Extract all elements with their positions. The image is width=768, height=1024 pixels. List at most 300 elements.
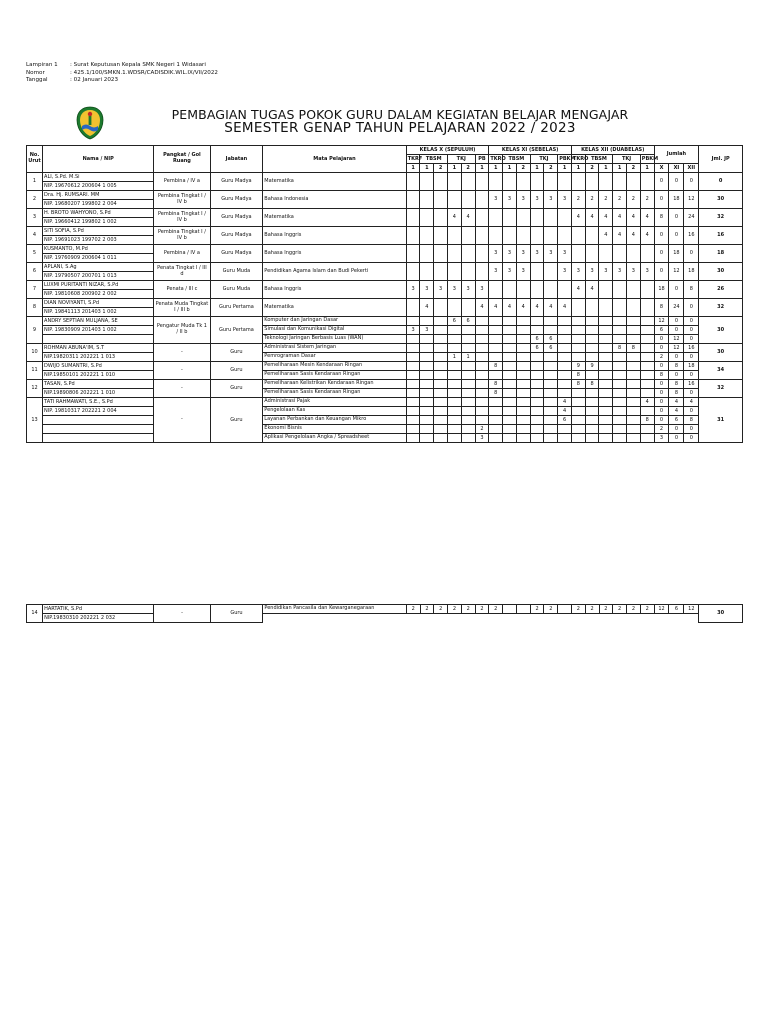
row-number: 12 bbox=[27, 380, 43, 398]
header-class-number: 2 bbox=[516, 164, 530, 173]
header-jumlah-level: X bbox=[654, 164, 669, 173]
header-class-number: 2 bbox=[434, 164, 448, 173]
subject-name: Matematika bbox=[263, 173, 406, 191]
class-hours bbox=[447, 425, 461, 434]
subject-name: Pendidikan Agama Islam dan Budi Pekerti bbox=[263, 263, 406, 281]
class-hours bbox=[544, 416, 558, 425]
jumlah-hours: 0 bbox=[654, 398, 669, 407]
header-program-tbsm: TBSM bbox=[585, 155, 613, 164]
class-hours bbox=[447, 299, 461, 317]
jumlah-hours: 0 bbox=[684, 173, 699, 191]
teacher-rank: Pembina / IV a bbox=[154, 173, 210, 191]
class-hours: 8 bbox=[571, 371, 585, 380]
header-class-number: 2 bbox=[585, 164, 599, 173]
class-hours bbox=[530, 389, 544, 398]
class-hours bbox=[503, 407, 517, 416]
class-hours bbox=[530, 416, 544, 425]
class-hours: 4 bbox=[503, 299, 517, 317]
table-row bbox=[27, 353, 743, 362]
class-hours bbox=[420, 425, 434, 434]
class-hours bbox=[434, 353, 448, 362]
teacher-assignment-table bbox=[26, 145, 743, 443]
class-hours bbox=[406, 380, 420, 389]
class-hours: 4 bbox=[558, 398, 572, 407]
jumlah-hours: 0 bbox=[654, 227, 669, 245]
class-hours: 6 bbox=[544, 344, 558, 353]
class-hours bbox=[627, 425, 641, 434]
jumlah-hours: 24 bbox=[684, 209, 699, 227]
teacher-name: H. BROTO WAHYONO, S.Pd bbox=[43, 209, 154, 218]
teacher-position: Guru bbox=[210, 362, 263, 380]
class-hours bbox=[447, 191, 461, 209]
jumlah-hours: 0 bbox=[669, 353, 684, 362]
teacher-position: Guru Pertama bbox=[210, 299, 263, 317]
table-row bbox=[27, 425, 743, 434]
class-hours bbox=[544, 380, 558, 389]
class-hours bbox=[516, 425, 530, 434]
subject-name: Bahasa Indonesia bbox=[263, 191, 406, 209]
class-hours bbox=[558, 425, 572, 434]
teacher-nip: NIP.19850101 202221 1 010 bbox=[43, 371, 154, 380]
class-hours bbox=[544, 173, 558, 191]
teacher-nip: NIP. 19670612 200604 1 005 bbox=[43, 182, 154, 191]
jumlah-hours: 0 bbox=[654, 191, 669, 209]
jumlah-hours: 0 bbox=[654, 263, 669, 281]
class-hours bbox=[585, 398, 599, 407]
teacher-name: ROHMAN ABUNA'IM, S.T bbox=[43, 344, 154, 353]
teacher-position: Guru bbox=[210, 398, 263, 443]
table-row bbox=[27, 362, 743, 371]
class-hours bbox=[613, 380, 627, 389]
class-hours: 3 bbox=[530, 191, 544, 209]
total-jp: 26 bbox=[699, 281, 743, 299]
subject-name: Ekonomi Bisnis bbox=[263, 425, 406, 434]
class-hours bbox=[434, 335, 448, 344]
class-hours bbox=[516, 335, 530, 344]
row-number: 8 bbox=[27, 299, 43, 317]
class-hours bbox=[420, 317, 434, 326]
class-hours bbox=[599, 245, 613, 263]
class-hours: 2 bbox=[599, 191, 613, 209]
teacher-nip: NIP.19890806 202221 1 010 bbox=[43, 389, 154, 398]
total-jp: 34 bbox=[699, 362, 743, 380]
class-hours bbox=[571, 353, 585, 362]
class-hours bbox=[571, 398, 585, 407]
class-hours: 3 bbox=[516, 191, 530, 209]
header-jumlah-level: XI bbox=[669, 164, 684, 173]
teacher-rank: - bbox=[154, 605, 210, 623]
subject-name: Pemeliharaan Kelistrikan Kendaraan Ringan bbox=[263, 380, 406, 389]
class-hours bbox=[640, 173, 654, 191]
class-hours bbox=[640, 389, 654, 398]
class-hours: 8 bbox=[613, 344, 627, 353]
class-hours bbox=[406, 191, 420, 209]
class-hours bbox=[447, 407, 461, 416]
class-hours bbox=[516, 344, 530, 353]
class-hours bbox=[544, 389, 558, 398]
total-jp: 18 bbox=[699, 245, 743, 263]
class-hours bbox=[475, 380, 489, 389]
table-row bbox=[27, 434, 743, 443]
teacher-blank bbox=[43, 425, 154, 434]
class-hours: 2 bbox=[627, 191, 641, 209]
teacher-name: APLANI, S.Ag bbox=[43, 263, 154, 272]
class-hours bbox=[503, 362, 517, 371]
class-hours bbox=[599, 425, 613, 434]
class-hours bbox=[516, 416, 530, 425]
class-hours: 2 bbox=[640, 605, 654, 614]
class-hours bbox=[447, 344, 461, 353]
class-hours bbox=[461, 371, 475, 380]
class-hours: 4 bbox=[627, 209, 641, 227]
class-hours bbox=[599, 389, 613, 398]
class-hours bbox=[571, 425, 585, 434]
subject-name: Pengelolaan Kas bbox=[263, 407, 406, 416]
teacher-blank bbox=[43, 335, 154, 344]
class-hours bbox=[613, 389, 627, 398]
table-row bbox=[27, 605, 743, 614]
table-row bbox=[27, 398, 743, 407]
teacher-name: KUSMANTO, M.Pd bbox=[43, 245, 154, 254]
class-hours bbox=[461, 227, 475, 245]
class-hours: 3 bbox=[627, 263, 641, 281]
teacher-nip: NIP. 19810317 202221 2 004 bbox=[43, 407, 154, 416]
table-row bbox=[27, 614, 743, 623]
class-hours bbox=[627, 389, 641, 398]
header-class-number: 1 bbox=[613, 164, 627, 173]
class-hours: 3 bbox=[503, 263, 517, 281]
jumlah-hours: 0 bbox=[684, 407, 699, 416]
class-hours bbox=[461, 299, 475, 317]
header-program-pbkm: PBKM bbox=[641, 155, 659, 162]
class-hours bbox=[585, 425, 599, 434]
class-hours bbox=[613, 326, 627, 335]
class-hours bbox=[571, 344, 585, 353]
header-row bbox=[27, 146, 743, 155]
class-hours: 3 bbox=[558, 191, 572, 209]
class-hours bbox=[406, 425, 420, 434]
class-hours bbox=[585, 353, 599, 362]
class-hours: 8 bbox=[585, 380, 599, 389]
class-hours bbox=[516, 317, 530, 326]
teacher-rank: - bbox=[154, 344, 210, 362]
teacher-nip: NIP. 19810608 200902 2 002 bbox=[43, 290, 154, 299]
row-number: 14 bbox=[27, 605, 43, 623]
class-hours bbox=[406, 389, 420, 398]
class-hours bbox=[585, 299, 599, 317]
class-hours bbox=[406, 353, 420, 362]
class-hours: 2 bbox=[585, 191, 599, 209]
class-hours bbox=[503, 344, 517, 353]
class-hours bbox=[434, 317, 448, 326]
class-hours bbox=[599, 353, 613, 362]
teacher-name: SITI SOFIA, S.Pd bbox=[43, 227, 154, 236]
class-hours: 4 bbox=[530, 299, 544, 317]
class-hours bbox=[613, 353, 627, 362]
subject-name: Layanan Perbankan dan Keuangan Mikro bbox=[263, 416, 406, 425]
class-hours: 2 bbox=[406, 605, 420, 614]
class-hours bbox=[544, 362, 558, 371]
class-hours bbox=[503, 425, 517, 434]
class-hours bbox=[613, 335, 627, 344]
class-hours bbox=[516, 362, 530, 371]
class-hours bbox=[544, 353, 558, 362]
header-class-number: 1 bbox=[640, 164, 654, 173]
class-hours: 2 bbox=[420, 605, 434, 614]
class-hours bbox=[544, 209, 558, 227]
meta-nomor: Nomor : 425.1/100/SMKN.1.WDSR/CADISDIK.WIL.IX/VII/2022 bbox=[26, 69, 218, 76]
class-hours bbox=[420, 263, 434, 281]
class-hours bbox=[544, 371, 558, 380]
class-hours bbox=[503, 389, 517, 398]
class-hours bbox=[489, 335, 503, 344]
class-hours bbox=[640, 344, 654, 353]
subject-name: Bahasa Inggris bbox=[263, 281, 406, 299]
row-number: 2 bbox=[27, 191, 43, 209]
class-hours: 8 bbox=[489, 389, 503, 398]
teacher-name: TATI RAHMAWATI, S.E., S.Pd bbox=[43, 398, 154, 407]
class-hours: 2 bbox=[475, 605, 489, 614]
jumlah-hours: 0 bbox=[669, 281, 684, 299]
class-hours bbox=[461, 263, 475, 281]
class-hours bbox=[503, 353, 517, 362]
class-hours: 2 bbox=[599, 605, 613, 614]
header-program-tbsm: TBSM bbox=[503, 155, 531, 164]
class-hours: 4 bbox=[461, 209, 475, 227]
row-number: 10 bbox=[27, 344, 43, 362]
class-hours: 4 bbox=[627, 227, 641, 245]
header-kelas-11: KELAS XI (SEBELAS) bbox=[489, 146, 572, 155]
class-hours bbox=[585, 434, 599, 443]
class-hours: 3 bbox=[434, 281, 448, 299]
class-hours bbox=[475, 389, 489, 398]
class-hours bbox=[489, 353, 503, 362]
class-hours bbox=[585, 407, 599, 416]
class-hours: 2 bbox=[571, 191, 585, 209]
teacher-position: Guru Muda bbox=[210, 263, 263, 281]
class-hours bbox=[461, 425, 475, 434]
class-hours bbox=[516, 227, 530, 245]
class-hours bbox=[640, 425, 654, 434]
class-hours bbox=[530, 326, 544, 335]
class-hours bbox=[558, 362, 572, 371]
jumlah-hours: 3 bbox=[654, 434, 669, 443]
class-hours bbox=[461, 335, 475, 344]
class-hours bbox=[558, 380, 572, 389]
class-hours: 3 bbox=[406, 281, 420, 299]
jumlah-hours: 8 bbox=[684, 416, 699, 425]
class-hours bbox=[434, 191, 448, 209]
header-class-number: 1 bbox=[571, 164, 585, 173]
teacher-rank: Penata Tingkat I / III d bbox=[154, 263, 210, 281]
class-hours bbox=[516, 353, 530, 362]
class-hours bbox=[627, 245, 641, 263]
class-hours bbox=[461, 416, 475, 425]
jumlah-hours: 0 bbox=[669, 227, 684, 245]
class-hours bbox=[585, 326, 599, 335]
class-hours: 3 bbox=[489, 263, 503, 281]
class-hours: 2 bbox=[544, 605, 558, 614]
document-meta bbox=[26, 62, 218, 85]
table-row bbox=[27, 344, 743, 353]
class-hours bbox=[475, 173, 489, 191]
class-hours bbox=[475, 407, 489, 416]
class-hours bbox=[420, 227, 434, 245]
class-hours bbox=[599, 299, 613, 317]
teacher-nip: NIP. 19830909 201403 1 002 bbox=[43, 326, 154, 335]
class-hours: 2 bbox=[627, 605, 641, 614]
header-program-tkj: TKJ bbox=[613, 155, 641, 164]
class-hours bbox=[613, 362, 627, 371]
jumlah-hours: 6 bbox=[654, 326, 669, 335]
class-hours bbox=[503, 227, 517, 245]
west-java-emblem-logo bbox=[76, 106, 104, 140]
class-hours bbox=[558, 389, 572, 398]
class-hours bbox=[516, 407, 530, 416]
class-hours: 4 bbox=[558, 407, 572, 416]
header-class-number: 2 bbox=[627, 164, 641, 173]
subject-name: Pemeliharaan Sasis Kendaraan Ringan bbox=[263, 389, 406, 398]
class-hours: 3 bbox=[585, 263, 599, 281]
subject-name: Komputer dan Jaringan Dasar bbox=[263, 317, 406, 326]
row-number: 11 bbox=[27, 362, 43, 380]
class-hours bbox=[475, 335, 489, 344]
class-hours bbox=[558, 281, 572, 299]
class-hours: 2 bbox=[571, 605, 585, 614]
class-hours bbox=[489, 434, 503, 443]
class-hours: 4 bbox=[420, 299, 434, 317]
class-hours: 2 bbox=[640, 191, 654, 209]
class-hours bbox=[530, 209, 544, 227]
subject-name: Aplikasi Pengelolaan Angka / Spreadsheet bbox=[263, 434, 406, 443]
total-jp: 32 bbox=[699, 380, 743, 398]
teacher-position: Guru Madya bbox=[210, 227, 263, 245]
jumlah-hours: 4 bbox=[669, 407, 684, 416]
teacher-name: HARTATIK, S.Pd bbox=[43, 605, 154, 614]
jumlah-hours: 8 bbox=[669, 362, 684, 371]
class-hours bbox=[640, 335, 654, 344]
class-hours bbox=[489, 371, 503, 380]
class-hours bbox=[420, 434, 434, 443]
class-hours bbox=[406, 173, 420, 191]
jumlah-hours: 8 bbox=[684, 281, 699, 299]
class-hours bbox=[558, 344, 572, 353]
meta-lampiran: Lampiran 1 : Surat Keputusan Kepala SMK Negeri 1 Widasari bbox=[26, 62, 206, 68]
header-program-tkrf: TKRF bbox=[407, 155, 423, 162]
header-kelas-10: KELAS X (SEPULUH) bbox=[406, 146, 489, 155]
class-hours bbox=[475, 326, 489, 335]
class-hours bbox=[544, 227, 558, 245]
jumlah-hours: 0 bbox=[654, 389, 669, 398]
class-hours bbox=[530, 317, 544, 326]
class-hours bbox=[627, 416, 641, 425]
class-hours bbox=[558, 326, 572, 335]
class-hours bbox=[406, 398, 420, 407]
table-row bbox=[27, 191, 743, 200]
class-hours bbox=[447, 380, 461, 389]
class-hours: 6 bbox=[544, 335, 558, 344]
class-hours bbox=[640, 281, 654, 299]
class-hours bbox=[461, 326, 475, 335]
class-hours bbox=[475, 416, 489, 425]
teacher-name: TASAN, S.Pd bbox=[43, 380, 154, 389]
class-hours bbox=[420, 245, 434, 263]
class-hours bbox=[571, 326, 585, 335]
class-hours bbox=[420, 380, 434, 389]
class-hours: 1 bbox=[447, 353, 461, 362]
class-hours: 2 bbox=[489, 605, 503, 614]
jumlah-hours: 0 bbox=[654, 245, 669, 263]
class-hours bbox=[585, 173, 599, 191]
class-hours bbox=[571, 416, 585, 425]
jumlah-hours: 0 bbox=[684, 299, 699, 317]
class-hours: 3 bbox=[544, 245, 558, 263]
class-hours bbox=[530, 371, 544, 380]
jumlah-hours: 0 bbox=[669, 173, 684, 191]
row-number: 9 bbox=[27, 317, 43, 344]
class-hours: 4 bbox=[447, 209, 461, 227]
class-hours bbox=[585, 317, 599, 326]
class-hours bbox=[406, 335, 420, 344]
class-hours bbox=[544, 398, 558, 407]
class-hours bbox=[447, 398, 461, 407]
class-hours bbox=[503, 209, 517, 227]
class-hours: 6 bbox=[447, 317, 461, 326]
header-class-number: 1 bbox=[530, 164, 544, 173]
header-class-number: 1 bbox=[420, 164, 434, 173]
class-hours bbox=[406, 263, 420, 281]
class-hours: 4 bbox=[640, 209, 654, 227]
class-hours bbox=[489, 173, 503, 191]
class-hours bbox=[544, 317, 558, 326]
class-hours bbox=[613, 371, 627, 380]
jumlah-hours: 0 bbox=[684, 434, 699, 443]
class-hours bbox=[489, 425, 503, 434]
header-nama: Nama / NIP bbox=[43, 146, 154, 173]
table-row bbox=[27, 416, 743, 425]
jumlah-hours: 18 bbox=[669, 191, 684, 209]
class-hours bbox=[434, 362, 448, 371]
class-hours bbox=[558, 353, 572, 362]
jumlah-hours: 0 bbox=[684, 335, 699, 344]
jumlah-hours: 12 bbox=[654, 317, 669, 326]
teacher-position: Guru bbox=[210, 344, 263, 362]
class-hours bbox=[585, 245, 599, 263]
class-hours bbox=[530, 227, 544, 245]
class-hours bbox=[489, 326, 503, 335]
class-hours bbox=[585, 371, 599, 380]
table-row bbox=[27, 281, 743, 290]
jumlah-hours: 0 bbox=[684, 371, 699, 380]
class-hours: 2 bbox=[448, 605, 462, 614]
teacher-name: ALI, S.Pd. M.Si bbox=[43, 173, 154, 182]
jumlah-hours: 0 bbox=[654, 380, 669, 389]
class-hours bbox=[571, 299, 585, 317]
class-hours bbox=[489, 344, 503, 353]
class-hours: 6 bbox=[530, 344, 544, 353]
jumlah-hours: 24 bbox=[669, 299, 684, 317]
teacher-nip: NIP. 19680207 199802 2 004 bbox=[43, 200, 154, 209]
class-hours bbox=[461, 434, 475, 443]
class-hours bbox=[447, 227, 461, 245]
class-hours: 3 bbox=[640, 263, 654, 281]
class-hours bbox=[475, 344, 489, 353]
teacher-nip: NIP.19830310 202221 2 032 bbox=[43, 614, 154, 623]
class-hours bbox=[627, 371, 641, 380]
class-hours bbox=[489, 317, 503, 326]
class-hours bbox=[530, 173, 544, 191]
class-hours bbox=[558, 227, 572, 245]
